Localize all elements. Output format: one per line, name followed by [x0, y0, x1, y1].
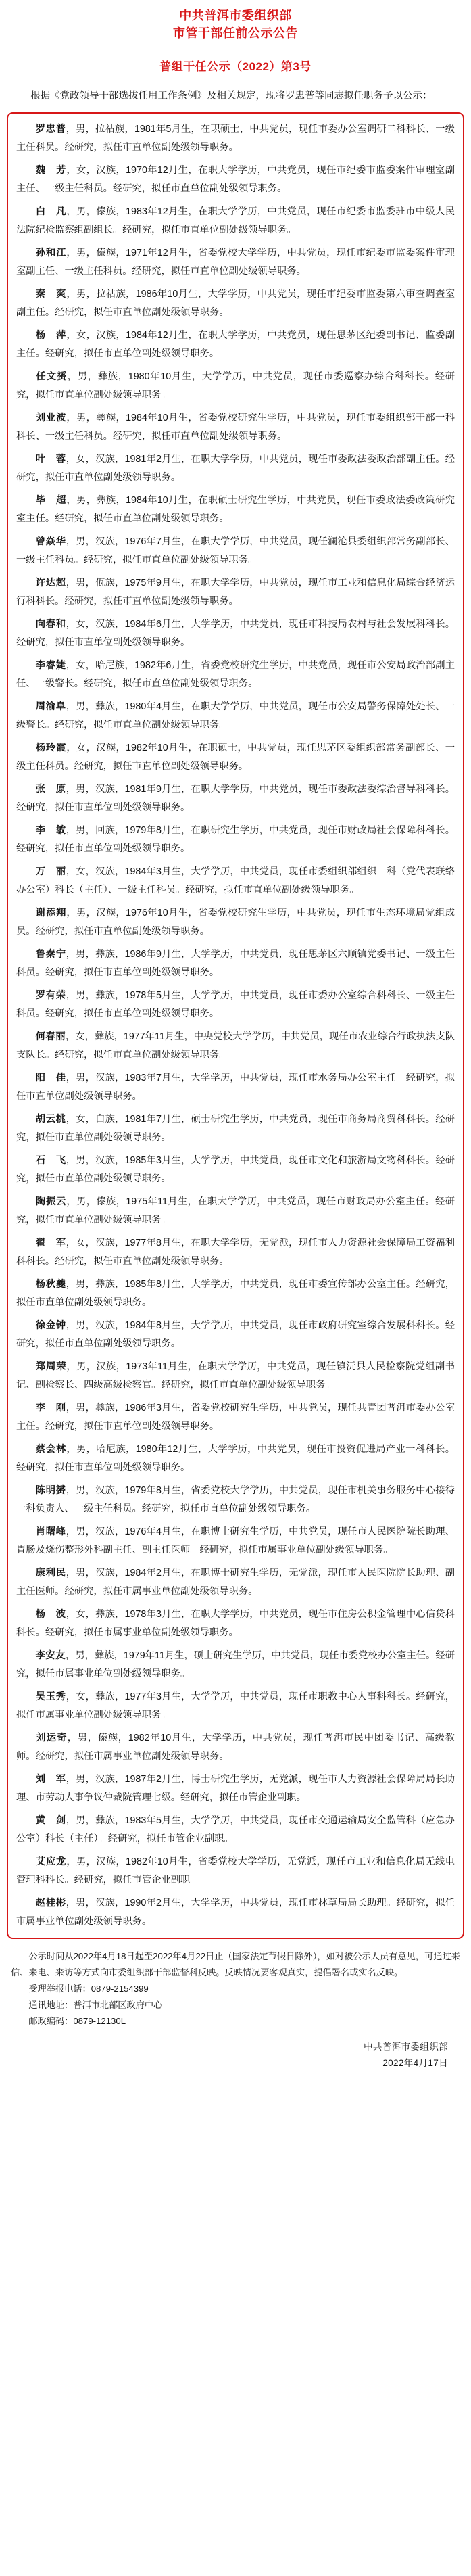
candidate-entry — [16, 615, 455, 652]
candidate-entry — [16, 244, 455, 281]
candidate-name: 向春和 — [35, 619, 66, 630]
candidate-name: 蔡会林 — [35, 1444, 67, 1455]
document-number: 普组干任公示（2022）第3号 — [159, 60, 312, 73]
candidate-name: 刘 军 — [35, 1774, 66, 1785]
candidate-name: 魏 芳 — [35, 165, 67, 176]
candidate-list-box — [7, 112, 464, 1939]
candidate-details: ，女，哈尼族，1982年6月生，省委党校研究生学历，中共党员，现任市公安局政治部副主任、一级警长。经研究，拟任市直单位副处级领导职务。 — [16, 660, 455, 689]
candidate-name: 陈明赟 — [35, 1485, 66, 1496]
candidate-details: ，男，彝族，1983年5月生，大学学历，中共党员，现任市交通运输局安全监管科（应急办公室）科长（主任）。经研究，拟任市管企业副职。 — [16, 1815, 455, 1844]
candidate-name: 李 敏 — [35, 825, 66, 836]
candidate-name: 任文赟 — [35, 371, 68, 382]
candidate-details: ，男，汉族，1987年2月生，博士研究生学历，无党派，现任市人力资源社会保障局局长助理、市劳动人事争议仲裁院管理七级。经研究，拟任市管企业副职。 — [16, 1774, 455, 1803]
candidate-details: ，男，哈尼族，1980年12月生，大学学历，中共党员，现任市投资促进局产业一科科长。经研究，拟任市直单位副处级领导职务。 — [16, 1444, 455, 1473]
candidate-name: 黄 剑 — [35, 1815, 66, 1826]
candidate-name: 秦 爽 — [35, 289, 67, 300]
candidate-entry — [16, 1812, 455, 1848]
candidate-details: ，女，汉族，1984年3月生，大学学历，中共党员，现任市委组织部组织一科（党代表联络办公室）科长（主任）、一级主任科员。经研究，拟任市直单位副处级领导职务。 — [16, 866, 455, 895]
candidate-name: 翟 军 — [35, 1238, 66, 1248]
candidate-details: ，男，拉祜族，1981年5月生，在职硕士，中共党员，现任市委办公室调研二科科长、一级主任科员。经研究，拟任市直单位副处级领导职务。 — [16, 124, 455, 153]
candidate-name: 胡云桃 — [35, 1114, 66, 1125]
candidate-details: ，男，傣族，1982年10月生，大学学历，中共党员，现任普洱市民中团委书记、高级教师。经研究，拟任市属事业单位副处级领导职务。 — [16, 1733, 455, 1762]
candidate-details: ，女，汉族，1977年8月生，在职大学学历，无党派，现任市人力资源社会保障局工资福利科科长。经研究，拟任市直单位副处级领导职务。 — [16, 1238, 455, 1267]
candidate-name: 刘业波 — [35, 413, 67, 423]
candidate-details: ，男，拉祜族，1986年10月生，大学学历，中共党员，现任市纪委市监委第六审查调查室副主任。经研究，拟任市直单位副处级领导职务。 — [16, 289, 455, 318]
candidate-entry — [16, 1482, 455, 1518]
notice-footer — [11, 1948, 460, 2030]
candidate-name: 周渝阜 — [35, 701, 66, 712]
candidate-entry — [16, 1028, 455, 1064]
candidate-entry — [16, 904, 455, 941]
candidate-details: ，女，汉族，1970年12月生，在职大学学历，中共党员，现任市纪委市监委案件审理室副主任、一级主任科员。经研究，拟任市直单位副处级领导职务。 — [16, 165, 455, 194]
candidate-entry — [16, 1358, 455, 1395]
candidate-name: 刘运奇 — [35, 1733, 68, 1743]
candidate-details: ，男，彝族，1978年5月生，大学学历，中共党员，现任市委办公室综合科科长、一级主任科员。经研究，拟任市直单位副处级领导职务。 — [16, 990, 455, 1019]
signature-organization: 中共普洱市委组织部 — [363, 2042, 448, 2052]
candidate-name: 李安友 — [35, 1650, 66, 1661]
candidate-name: 张 原 — [35, 784, 66, 795]
document-subtitle: 市管干部任前公示公告 — [173, 26, 298, 40]
mailing-address-line — [11, 1997, 460, 2013]
candidate-entry — [16, 1193, 455, 1230]
signature-block — [0, 2039, 448, 2071]
candidate-entry — [16, 987, 455, 1023]
candidate-name: 石 飞 — [35, 1155, 66, 1166]
candidate-entry — [16, 698, 455, 734]
candidate-entry — [16, 203, 455, 239]
candidate-entry — [16, 1564, 455, 1601]
candidate-details: ，男，彝族，1986年9月生，大学学历，中共党员，现任思茅区六顺镇党委书记、一级主任科员。经研究，拟任市直单位副处级领导职务。 — [16, 949, 455, 978]
candidate-details: ，女，汉族，1982年10月生，在职硕士，中共党员，现任思茅区委组织部常务副部长、一级主任科员。经研究，拟任市直单位副处级领导职务。 — [16, 743, 455, 772]
candidate-entry — [16, 1523, 455, 1560]
candidate-entry — [16, 162, 455, 198]
candidate-entry — [16, 1606, 455, 1642]
candidate-entry — [16, 120, 455, 157]
candidate-details: ，男，汉族，1976年10月生，省委党校研究生学历，中共党员，现任市生态环境局党组成员。经研究，拟任市直单位副处级领导职务。 — [16, 908, 455, 937]
candidate-entry — [16, 822, 455, 858]
candidate-name: 肖曙峰 — [35, 1526, 66, 1537]
candidate-details: ，男，回族，1979年8月生，在职研究生学历，中共党员，现任市财政局社会保障科科长。经研究，拟任市直单位副处级领导职务。 — [16, 825, 455, 854]
candidate-name: 李 刚 — [35, 1403, 66, 1413]
postal-code-line — [11, 2013, 460, 2030]
candidate-details: ，女，彝族，1977年3月生，大学学历，中共党员，现任市职教中心人事科科长。经研究，拟任市属事业单位副处级领导职务。 — [16, 1691, 455, 1720]
candidate-entry — [16, 1317, 455, 1353]
candidate-entry — [16, 1110, 455, 1147]
candidate-entry — [16, 450, 455, 487]
candidate-name: 赵桂彬 — [35, 1898, 66, 1908]
candidate-details: ，男，傣族，1983年12月生，在职大学学历，中共党员，现任市纪委市监委驻市中级人民法院纪检监察组副组长。经研究，拟任市直单位副处级领导职务。 — [16, 206, 455, 235]
candidate-entry — [16, 533, 455, 569]
candidate-name: 何春丽 — [35, 1031, 66, 1042]
candidate-entry — [16, 657, 455, 693]
candidate-entry — [16, 1441, 455, 1477]
candidate-name: 许达超 — [35, 578, 66, 588]
candidate-entry — [16, 327, 455, 363]
candidate-name: 毕 超 — [35, 495, 67, 506]
candidate-name: 白 凡 — [35, 206, 67, 217]
candidate-name: 谢添翔 — [35, 908, 67, 918]
candidate-details: ，女，汉族，1981年2月生，在职大学学历，中共党员，现任市委政法委政治部副主任。经研究，拟任市直单位副处级领导职务。 — [16, 454, 455, 483]
candidate-entry — [16, 1894, 455, 1931]
candidate-name: 罗忠普 — [35, 124, 66, 135]
candidate-entry — [16, 1399, 455, 1436]
candidate-details: ，男，汉族，1984年2月生，在职博士研究生学历，无党派，现任市人民医院院长助理、副主任医师。经研究，拟任市属事业单位副处级领导职务。 — [16, 1568, 455, 1597]
signature-date: 2022年4月17日 — [382, 2058, 448, 2068]
candidate-name: 杨秋夔 — [35, 1279, 66, 1290]
candidate-details: ，男，傣族，1971年12月生，省委党校大学学历，中共党员，现任市纪委市监委案件审理室副主任、一级主任科员。经研究，拟任市直单位副处级领导职务。 — [16, 248, 455, 277]
candidate-entry — [16, 1275, 455, 1312]
bottom-spacer — [0, 2071, 471, 2081]
candidate-name: 李睿婕 — [35, 660, 66, 671]
candidate-entry — [16, 409, 455, 446]
report-phone-line — [11, 1981, 460, 1997]
candidate-name: 陶振云 — [35, 1196, 67, 1207]
candidate-details: ，女，汉族，1984年12月生，在职大学学历，中共党员，现任思茅区纪委副书记、监委副主任。经研究，拟任市直单位副处级领导职务。 — [16, 330, 455, 359]
candidate-name: 杨 萍 — [35, 330, 67, 341]
report-phone-text: 受理举报电话：0879-2154399 — [28, 1984, 149, 1994]
candidate-name: 阳 佳 — [35, 1073, 66, 1083]
candidate-name: 万 丽 — [35, 866, 66, 877]
candidate-name: 杨玲霞 — [35, 743, 67, 753]
intro-paragraph — [11, 87, 460, 106]
mailing-address-text: 通讯地址：普洱市北部区政府中心 — [28, 2000, 163, 2010]
postal-code-text: 邮政编码：0879-12130L — [28, 2016, 126, 2026]
candidate-name: 吴玉秀 — [35, 1691, 66, 1702]
candidate-entry — [16, 945, 455, 982]
candidate-name: 康利民 — [35, 1568, 66, 1578]
candidate-name: 孙和江 — [35, 248, 67, 258]
candidate-name: 罗有荣 — [35, 990, 66, 1001]
candidate-details: ，男，汉族，1985年3月生，大学学历，中共党员，现任市文化和旅游局文物科科长。经研究，拟任市直单位副处级领导职务。 — [16, 1155, 455, 1184]
candidate-entry — [16, 368, 455, 404]
public-notice-period — [11, 1948, 460, 1981]
candidate-details: ，男，佤族，1975年9月生，在职大学学历，中共党员，现任市工业和信息化局综合经济运行科科长。经研究，拟任市直单位副处级领导职务。 — [16, 578, 455, 607]
candidate-details: ，男，汉族，1983年7月生，大学学历，中共党员，现任市水务局办公室主任。经研究，拟任市直单位副处级领导职务。 — [16, 1073, 455, 1102]
document-header — [0, 0, 471, 74]
candidate-details: ，男，彝族，1985年8月生，大学学历，中共党员，现任市委宣传部办公室主任。经研究，拟任市直单位副处级领导职务。 — [16, 1279, 455, 1308]
candidate-entry — [16, 739, 455, 776]
candidate-details: ，男，汉族，1982年10月生，省委党校大学学历，无党派，现任市工业和信息化局无线电管理科科长。经研究，拟任市管企业副职。 — [16, 1856, 455, 1886]
candidate-details: ，男，彝族，1986年3月生，省委党校研究生学历，中共党员，现任共青团普洱市委办公室主任。经研究，拟任市直单位副处级领导职务。 — [16, 1403, 455, 1432]
public-notice-text: 公示时间从2022年4月18日起至2022年4月22日止（国家法定节假日除外），如对被公示人员有意见，可通过来信、来电、来访等方式向市委组织部干部监督科反映。反映情况要客观真实，提倡署名或实名反映。 — [11, 1951, 460, 1977]
candidate-details: ，男，彝族，1984年10月生，在职硕士研究生学历，中共党员，现任市委政法委政策研究室主任。经研究，拟任市直单位副处级领导职务。 — [16, 495, 455, 524]
candidate-entry — [16, 1234, 455, 1271]
candidate-details: ，男，彝族，1984年10月生，省委党校研究生学历，中共党员，现任市委组织部干部一科科长、一级主任科员。经研究，拟任市直单位副处级领导职务。 — [16, 413, 455, 442]
candidate-details: ，男，汉族，1990年2月生，大学学历，中共党员，现任市林草局局长助理。经研究，拟任市属事业单位副处级领导职务。 — [16, 1898, 455, 1927]
candidate-entry — [16, 285, 455, 322]
candidate-entry — [16, 1647, 455, 1683]
candidate-entry — [16, 1853, 455, 1890]
candidate-name: 叶 蓉 — [35, 454, 66, 465]
candidate-details: ，男，汉族，1973年11月生，在职大学学历，中共党员，现任镇沅县人民检察院党组副书记、副检察长、四级高级检察官。经研究，拟任市直单位副处级领导职务。 — [16, 1361, 455, 1390]
issuing-organization: 中共普洱市委组织部 — [179, 9, 292, 22]
candidate-details: ，女，彝族，1978年3月生，在职大学学历，中共党员，现任市住房公积金管理中心信贷科科长。经研究，拟任市属事业单位副处级领导职务。 — [16, 1609, 455, 1638]
candidate-entry — [16, 574, 455, 611]
candidate-name: 曾焱华 — [35, 536, 66, 547]
candidate-entry — [16, 1688, 455, 1725]
candidate-details: ，男，彝族，1980年4月生，在职大学学历，中共党员，现任市公安局警务保障处处长、一级警长。经研究，拟任市直单位副处级领导职务。 — [16, 701, 455, 730]
candidate-name: 鲁秦宁 — [35, 949, 66, 960]
candidate-details: ，男，汉族，1981年9月生，在职大学学历，中共党员，现任市委政法委综治督导科科长。经研究，拟任市直单位副处级领导职务。 — [16, 784, 455, 813]
candidate-entry — [16, 1729, 455, 1766]
candidate-entry — [16, 1152, 455, 1188]
candidate-entry — [16, 1069, 455, 1106]
candidate-entry — [16, 780, 455, 817]
candidate-entry — [16, 492, 455, 528]
candidate-details: ，男，彝族，1980年10月生，大学学历，中共党员，现任市委巡察办综合科科长。经研究，拟任市直单位副处级领导职务。 — [16, 371, 455, 400]
candidate-details: ，女，汉族，1984年6月生，大学学历，中共党员，现任市科技局农村与社会发展科科长。经研究，拟任市直单位副处级领导职务。 — [16, 619, 455, 648]
candidate-details: ，男，彝族，1979年11月生，硕士研究生学历，中共党员，现任市委党校办公室主任。经研究，拟任市属事业单位副处级领导职务。 — [16, 1650, 455, 1679]
candidate-details: ，男，汉族，1984年8月生，大学学历，中共党员，现任市政府研究室综合发展科科长。经研究，拟任市直单位副处级领导职务。 — [16, 1320, 455, 1349]
candidate-details: ，女，彝族，1977年11月生，中央党校大学学历，中共党员，现任市农业综合行政执法支队支队长。经研究，拟任市直单位副处级领导职务。 — [16, 1031, 455, 1060]
candidate-details: ，女，白族，1981年7月生，硕士研究生学历，中共党员，现任市商务局商贸科科长。经研究，拟任市直单位副处级领导职务。 — [16, 1114, 455, 1143]
candidate-name: 艾应龙 — [35, 1856, 67, 1867]
candidate-details: ，男，汉族，1976年4月生，在职博士研究生学历，中共党员，现任市人民医院院长助理、胃肠及烧伤整形外科副主任、副主任医师。经研究，拟任市属事业单位副处级领导职务。 — [16, 1526, 455, 1555]
candidate-details: ，男，汉族，1979年8月生，省委党校大学学历，中共党员，现任市机关事务服务中心接待一科负责人、一级主任科员。经研究，拟任市直单位副处级领导职务。 — [16, 1485, 455, 1514]
intro-text: 根据《党政领导干部选拔任用工作条例》及相关规定，现将罗忠普等同志拟任职务予以公示： — [30, 91, 432, 101]
candidate-name: 郑周荣 — [35, 1361, 67, 1372]
candidate-entry — [16, 863, 455, 899]
candidate-entry — [16, 1771, 455, 1807]
candidate-details: ，男，傣族，1975年11月生，在职大学学历，中共党员，现任市财政局办公室主任。经研究，拟任市直单位副处级领导职务。 — [16, 1196, 455, 1225]
candidate-name: 徐金钟 — [35, 1320, 66, 1331]
candidate-name: 杨 波 — [35, 1609, 66, 1620]
candidate-details: ，男，汉族，1976年7月生，在职大学学历，中共党员，现任澜沧县委组织部常务副部长、一级主任科员。经研究，拟任市直单位副处级领导职务。 — [16, 536, 455, 565]
